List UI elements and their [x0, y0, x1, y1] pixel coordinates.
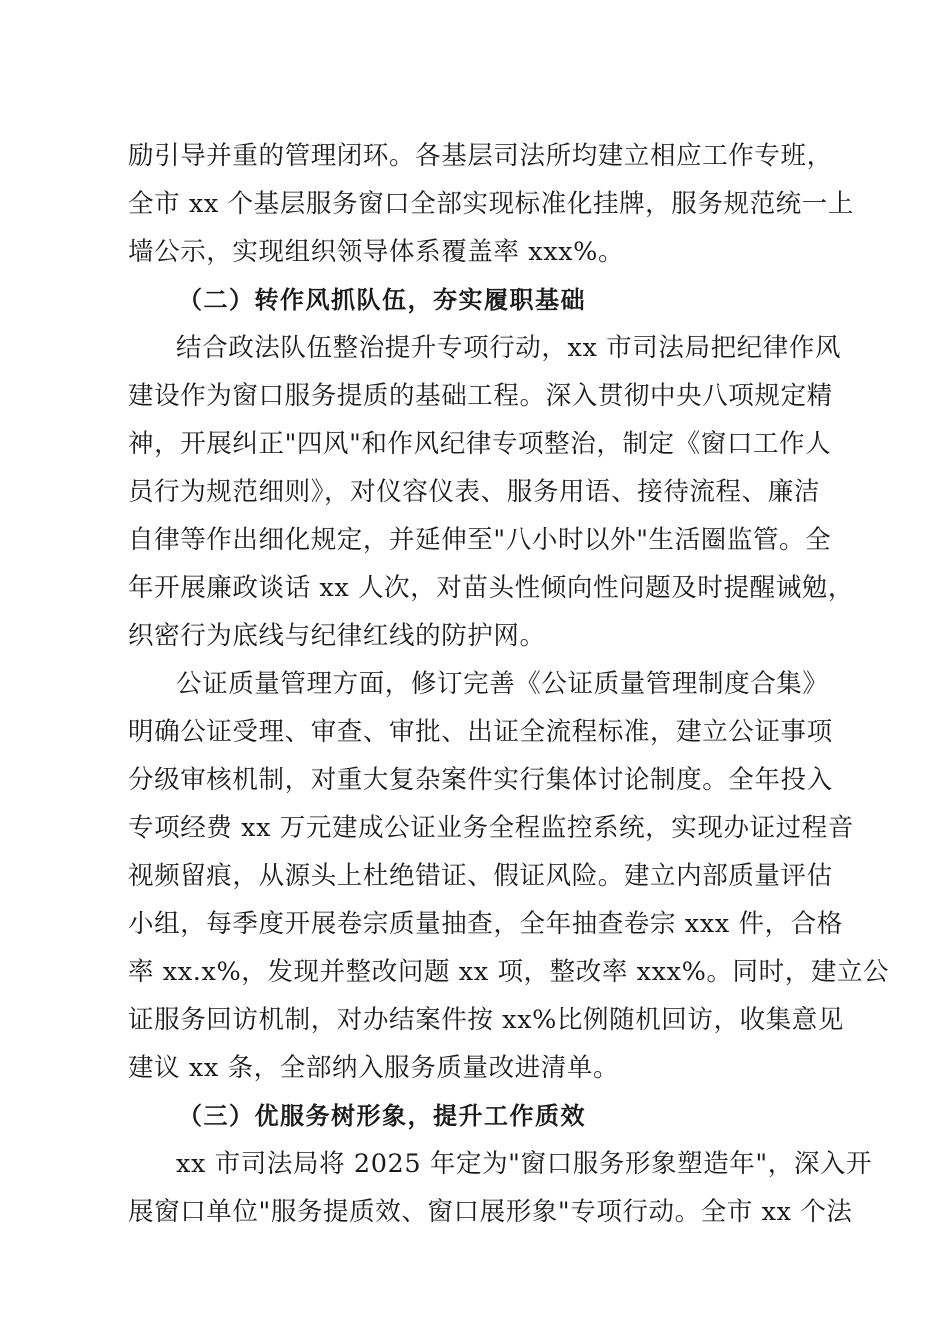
paragraph-2-line-1: 结合政法队伍整治提升专项行动，xx 市司法局把纪律作风 — [176, 333, 842, 363]
paragraph-3-line-5: 视频留痕，从源头上杜绝错证、假证风险。建立内部质量评估 — [128, 861, 833, 891]
paragraph-3-line-7: 率 xx.x%，发现并整改问题 xx 项，整改率 xxx%。同时，建立公 — [128, 957, 890, 987]
paragraph-3-line-1: 公证质量管理方面，修订完善《公证质量管理制度合集》 — [176, 669, 829, 699]
paragraph-2-line-7: 织密行为底线与纪律红线的防护网。 — [128, 621, 546, 651]
paragraph-2-line-5: 自律等作出细化规定，并延伸至"八小时以外"生活圈监管。全 — [128, 525, 832, 555]
paragraph-2-line-3: 神，开展纠正"四风"和作风纪律专项整治，制定《窗口工作人 — [128, 429, 832, 459]
paragraph-3-line-6: 小组，每季度开展卷宗质量抽查，全年抽查卷宗 xxx 件，合格 — [128, 909, 843, 939]
paragraph-1-line-2: 全市 xx 个基层服务窗口全部实现标准化挂牌，服务规范统一上 — [128, 189, 854, 219]
paragraph-4-line-1: xx 市司法局将 2025 年定为"窗口服务形象塑造年"，深入开 — [176, 1149, 873, 1179]
section-heading-2: （二）转作风抓队伍，夯实履职基础 — [178, 286, 586, 314]
paragraph-2-line-4: 员行为规范细则》，对仪容仪表、服务用语、接待流程、廉洁 — [128, 477, 820, 507]
paragraph-3-line-3: 分级审核机制，对重大复杂案件实行集体讨论制度。全年投入 — [128, 765, 833, 795]
paragraph-4-line-2: 展窗口单位"服务提质效、窗口展形象"专项行动。全市 xx 个法 — [128, 1197, 853, 1227]
paragraph-3-line-9: 建议 xx 条，全部纳入服务质量改进清单。 — [128, 1053, 620, 1083]
section-heading-3: （三）优服务树形象，提升工作质效 — [178, 1102, 586, 1130]
paragraph-1-line-3: 墙公示，实现组织领导体系覆盖率 xxx%。 — [128, 237, 625, 267]
paragraph-3-line-4: 专项经费 xx 万元建成公证业务全程监控系统，实现办证过程音 — [128, 813, 854, 843]
paragraph-3-line-8: 证服务回访机制，对办结案件按 xx%比例随机回访，收集意见 — [128, 1005, 844, 1035]
paragraph-1-line-1: 励引导并重的管理闭环。各基层司法所均建立相应工作专班， — [128, 141, 833, 171]
paragraph-2-line-6: 年开展廉政谈话 xx 人次，对苗头性倾向性问题及时提醒诫勉， — [128, 573, 854, 603]
paragraph-3-line-2: 明确公证受理、审查、审批、出证全流程标准，建立公证事项 — [128, 717, 833, 747]
paragraph-2-line-2: 建设作为窗口服务提质的基础工程。深入贯彻中央八项规定精 — [128, 381, 833, 411]
